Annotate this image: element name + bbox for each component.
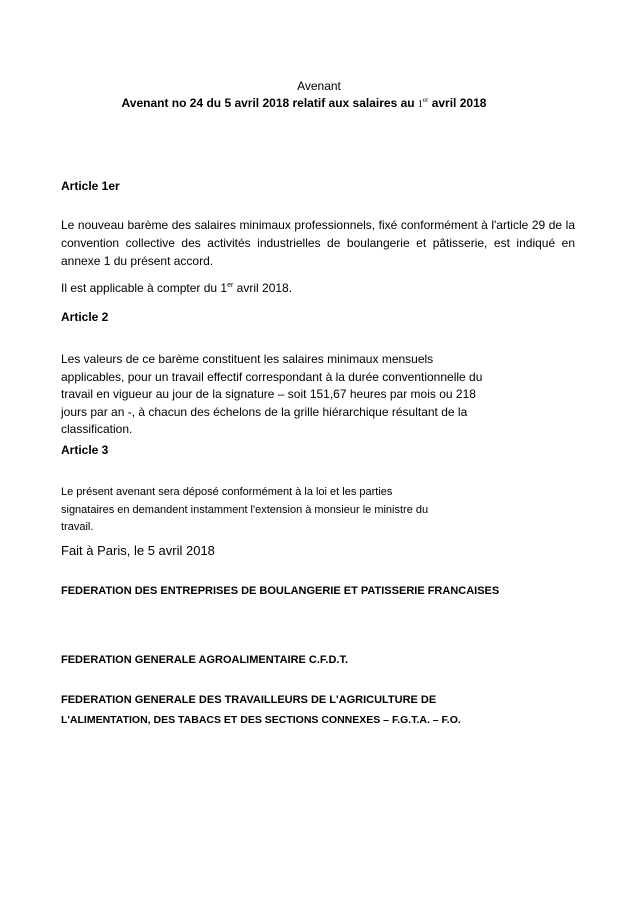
article-2-paragraph (61, 351, 482, 439)
article-1-applicability (61, 281, 292, 295)
article-2-line: classification. (61, 422, 133, 436)
signatory-fgta-fo (61, 690, 461, 730)
article-2-line: Les valeurs de ce barème constituent les salaires minimaux mensuels (61, 352, 434, 366)
signatory-fep: FEDERATION DES ENTREPRISES DE BOULANGERIE ET PATISSERIE FRANCAISES (61, 585, 500, 597)
signatory-fgta-line-1: FEDERATION GENERALE DES TRAVAILLEURS DE L'AGRICULTURE DE (61, 694, 437, 706)
place-and-date: Fait à Paris, le 5 avril 2018 (61, 543, 215, 558)
document-title (0, 96, 608, 110)
article-2-heading: Article 2 (61, 310, 109, 324)
document-kind: Avenant (297, 79, 341, 93)
article-3-paragraph (61, 484, 428, 537)
title-sup: er (422, 96, 429, 104)
applicability-text-after: avril 2018. (233, 281, 293, 295)
article-3-line: Le présent avenant sera déposé conformément à la loi et les parties (61, 486, 393, 498)
article-2-line: travail en vigueur au jour de la signature – soit 151,67 heures par mois ou 218 (61, 387, 476, 401)
article-2-line: jours par an -, à chacun des échelons de la grille hiérarchique résultant de la (61, 404, 468, 419)
applicability-sup: er (227, 282, 234, 289)
article-1-paragraph: Le nouveau barème des salaires minimaux professionnels, fixé conformément à l'article 29 de la convention collective des activités industrielles de boulangerie et pâtisserie, est indiqué en annexe 1 du présent accord. (61, 218, 575, 268)
title-text-after: avril 2018 (428, 96, 487, 110)
article-3-heading: Article 3 (61, 443, 109, 457)
article-3-line: signataires en demandent instamment l'extension à monsieur le ministre du (61, 503, 429, 516)
applicability-text-before: Il est applicable à compter du 1 (61, 281, 228, 295)
article-1-heading: Article 1er (61, 179, 120, 193)
title-day: 1 (417, 99, 423, 110)
article-3-line: travail. (61, 521, 94, 533)
title-text-before: Avenant no 24 du 5 avril 2018 relatif aux salaires au (121, 96, 418, 110)
signatory-fgta-line-2: L'ALIMENTATION, DES TABACS ET DES SECTIONS CONNEXES – F.G.T.A. – F.O. (61, 714, 461, 726)
article-2-line: applicables, pour un travail effectif correspondant à la durée conventionnelle du (61, 369, 483, 384)
signatory-cfdt: FEDERATION GENERALE AGROALIMENTAIRE C.F.D.T. (61, 654, 349, 666)
